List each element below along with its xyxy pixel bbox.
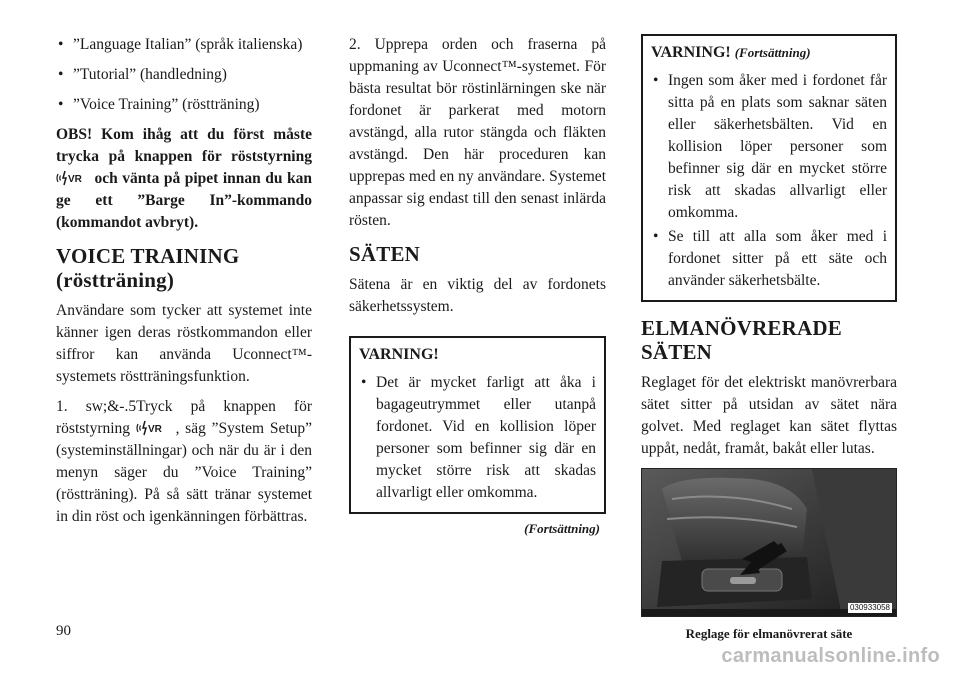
section-heading-voice-training: VOICE TRAINING (röstträning) bbox=[56, 244, 240, 292]
power-seat-photo bbox=[641, 468, 897, 617]
warning-item: • Det är mycket farligt att åka i bagageutrymmet eller utanpå fordonet. Vid en kollision löper personer som befinner sig där en mycket större risk att skadas allvarligt eller omkomma. bbox=[359, 372, 596, 504]
continued-label: (Fortsättning) bbox=[524, 521, 600, 536]
note-text-end: och vänta på pipet innan du kan ge ett ”Barge In”-kommando (kommandot avbryt). bbox=[56, 170, 312, 231]
list-item: • ”Language Italian” (språk italienska) bbox=[56, 34, 312, 56]
svg-text:VR: VR bbox=[147, 424, 162, 435]
note-text-start: OBS! Kom ihåg att du först måste trycka på knappen för röststyrning bbox=[56, 126, 312, 165]
warning-list bbox=[359, 372, 596, 504]
seat-illustration bbox=[642, 469, 896, 616]
photo-code: 030933058 bbox=[849, 603, 890, 612]
warning-title: VARNING! (Fortsättning) bbox=[651, 44, 811, 61]
note-paragraph bbox=[56, 124, 312, 234]
svg-text:VR: VR bbox=[68, 174, 82, 185]
list-item: • ”Voice Training” (röstträning) bbox=[56, 94, 312, 116]
voice-recognition-icon bbox=[136, 420, 170, 436]
photo-caption: Reglage för elmanövrerat säte bbox=[685, 626, 853, 641]
step-1-text-end: , säg ”System Setup” (systeminställningar) och när du är i den menyn säger du ”Voice Training” (röstträning). På så sätt tränar systemet in din röst och igenkänningen förbättras. bbox=[56, 420, 313, 525]
warning-title: VARNING! bbox=[359, 346, 439, 363]
column-3 bbox=[641, 34, 897, 645]
seats-intro-paragraph: Sätena är en viktig del av fordonets säkerhetssystem. bbox=[349, 276, 606, 315]
step-1-paragraph bbox=[56, 396, 312, 528]
list-item: • ”Tutorial” (handledning) bbox=[56, 64, 312, 86]
section-heading-power-seats: ELMANÖVRERADE SÄTEN bbox=[641, 316, 842, 364]
warning-item: • Ingen som åker med i fordonet får sitta på en plats som saknar säten eller säkerhetsbälten. Vid en kollision löper personer som befinner sig där en mycket större risk att skadas allvarligt eller omkomma. bbox=[651, 70, 887, 224]
warning-subtitle: (Fortsättning) bbox=[734, 45, 811, 60]
column-2 bbox=[349, 34, 606, 540]
step-1-text-start: 1. sw;&-.5Tryck på knappen för röststyrning bbox=[56, 398, 312, 437]
warning-box bbox=[349, 336, 606, 514]
menu-option-list bbox=[56, 34, 312, 116]
step-2-paragraph: 2. Upprepa orden och fraserna på uppmaning av Uconnect™-systemet. För bästa resultat bör röstinlärningen ske när fordonet är parkerat med motorn avstängd, alla rutor stängda och fläkten avstängd. Den här proceduren kan upprepas med en ny användare. Systemet anpassar sig endast till den senast inlärda rösten. bbox=[349, 36, 606, 229]
column-1 bbox=[56, 34, 312, 536]
warning-box-continued bbox=[641, 34, 897, 302]
section-heading-seats: SÄTEN bbox=[349, 242, 421, 266]
power-seats-paragraph: Reglaget för det elektriskt manövrerbara sätet sitter på utsidan av sätet nära golvet. Med reglaget kan sätet flyttas uppåt, nedåt, framåt, bakåt eller lutas. bbox=[641, 374, 897, 457]
voice-recognition-icon bbox=[56, 170, 90, 186]
page-number: 90 bbox=[56, 623, 71, 639]
watermark: carmanualsonline.info bbox=[721, 645, 940, 667]
warning-item: • Se till att alla som åker med i fordonet sitter på ett säte och använder säkerhetsbälte. bbox=[651, 226, 887, 292]
warning-list bbox=[651, 70, 887, 292]
intro-paragraph: Användare som tycker att systemet inte känner igen deras röstkommandon eller siffror kan använda Uconnect™-systemets röstträningsfunktion. bbox=[56, 302, 312, 385]
